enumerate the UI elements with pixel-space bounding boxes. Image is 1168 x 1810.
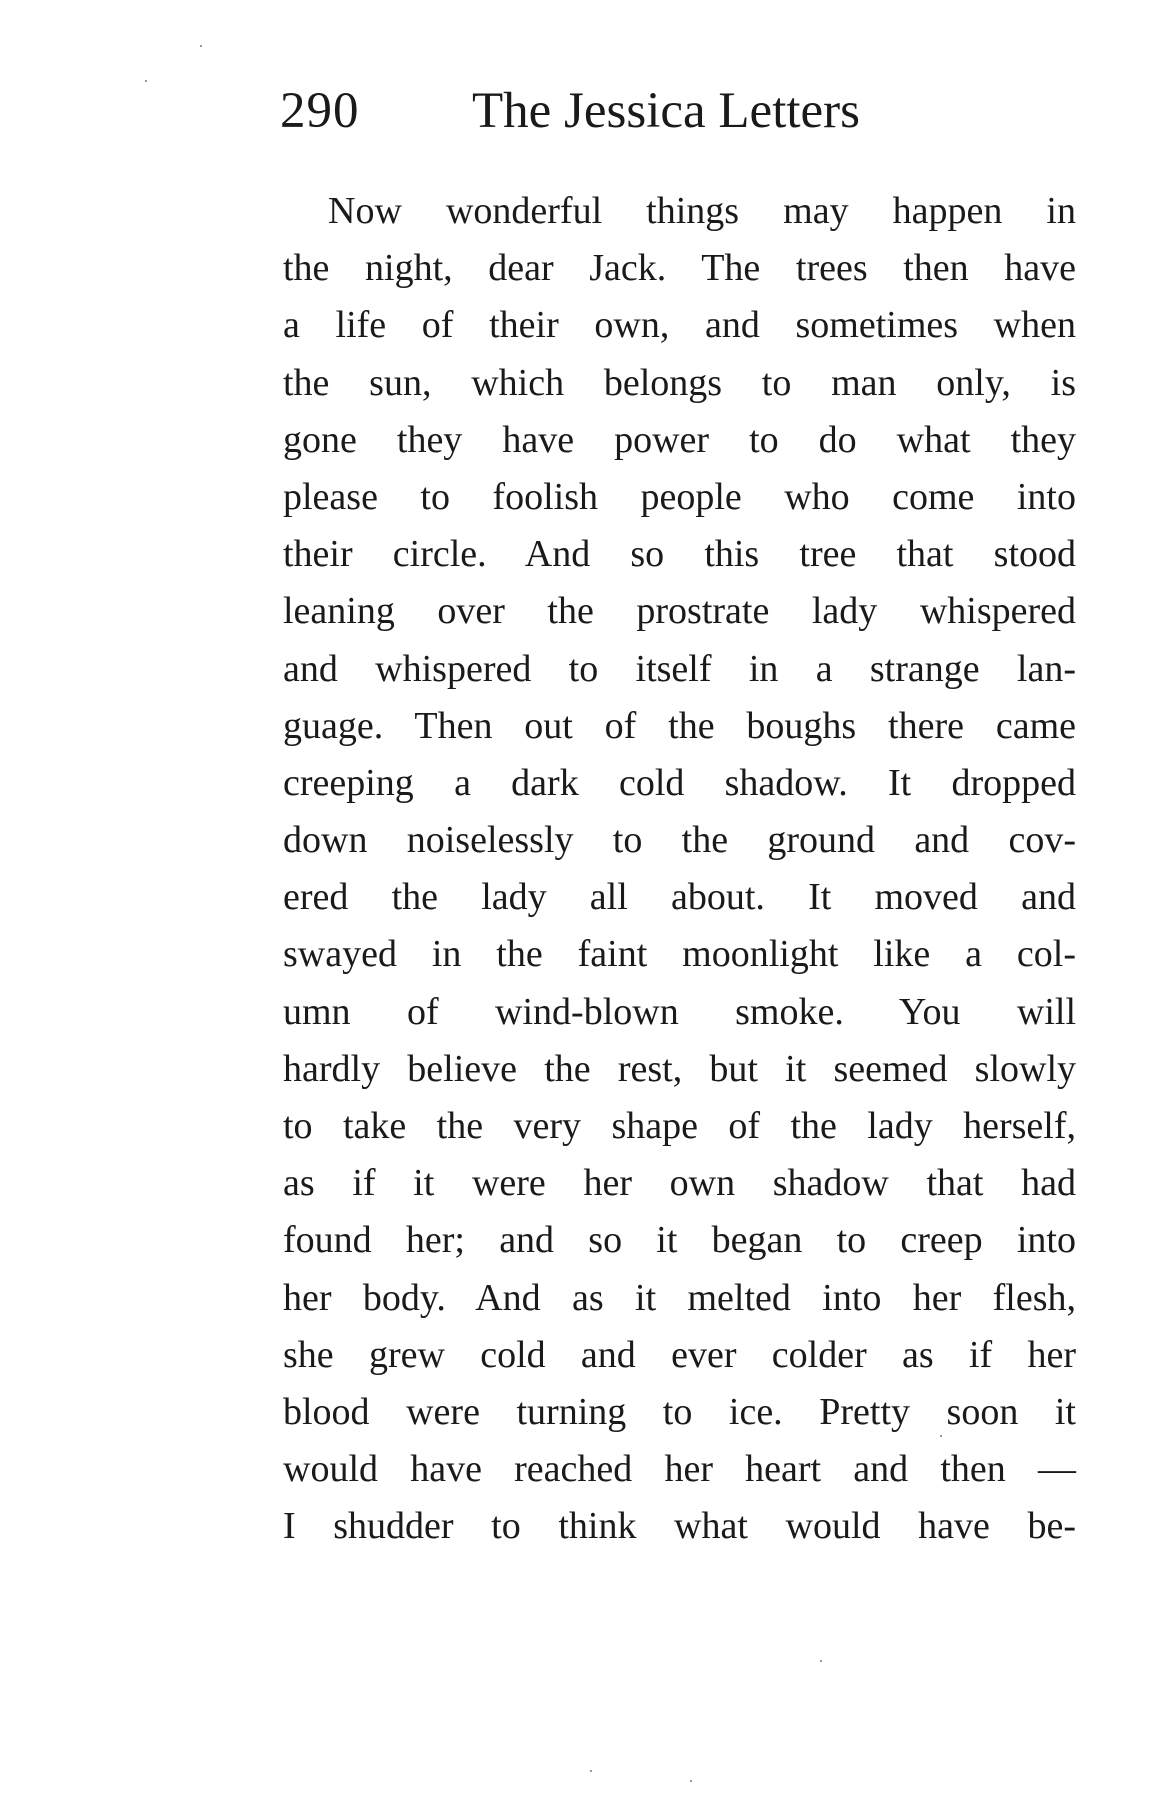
text-line: found her; and so it began to creep into	[283, 1219, 1076, 1262]
text-line: I shudder to think what would have be-	[283, 1505, 1076, 1548]
text-line: she grew cold and ever colder as if her	[283, 1333, 1076, 1376]
text-line: umn of wind-blown smoke. You will	[283, 990, 1076, 1033]
paper-speck	[940, 1435, 942, 1437]
paper-speck	[590, 1770, 592, 1772]
text-line: and whispered to itself in a strange lan-	[283, 647, 1076, 690]
text-line: the sun, which belongs to man only, is	[283, 361, 1076, 404]
running-head	[280, 76, 1080, 146]
text-line: their circle. And so this tree that stood	[283, 533, 1076, 576]
text-line: swayed in the faint moonlight like a col-	[283, 933, 1076, 976]
page-number: 290	[280, 83, 360, 139]
paper-speck	[820, 1660, 822, 1662]
text-line: Now wonderful things may happen in	[328, 190, 1076, 232]
running-title: The Jessica Letters	[472, 83, 861, 139]
text-line: the night, dear Jack. The trees then have	[283, 247, 1076, 290]
text-line: please to foolish people who come into	[283, 475, 1076, 518]
text-line: to take the very shape of the lady herself,	[283, 1105, 1076, 1147]
text-line: blood were turning to ice. Pretty soon it	[283, 1390, 1076, 1433]
text-line: down noiselessly to the ground and cov-	[283, 819, 1076, 862]
text-line: creeping a dark cold shadow. It dropped	[283, 761, 1076, 804]
text-line: hardly believe the rest, but it seemed slowly	[283, 1047, 1076, 1090]
text-line: would have reached her heart and then —	[283, 1448, 1076, 1491]
text-line: gone they have power to do what they	[283, 418, 1076, 461]
text-line: leaning over the prostrate lady whispered	[283, 590, 1076, 633]
text-line: as if it were her own shadow that had	[283, 1162, 1076, 1205]
paper-speck	[200, 45, 202, 47]
text-line: ered the lady all about. It moved and	[283, 876, 1076, 919]
text-line: a life of their own, and sometimes when	[283, 304, 1076, 347]
text-line: her body. And as it melted into her flesh,	[283, 1276, 1076, 1319]
paper-speck	[145, 80, 147, 82]
paper-speck	[690, 1780, 692, 1782]
text-line: guage. Then out of the boughs there came	[283, 704, 1076, 747]
body-text	[283, 183, 1076, 1556]
